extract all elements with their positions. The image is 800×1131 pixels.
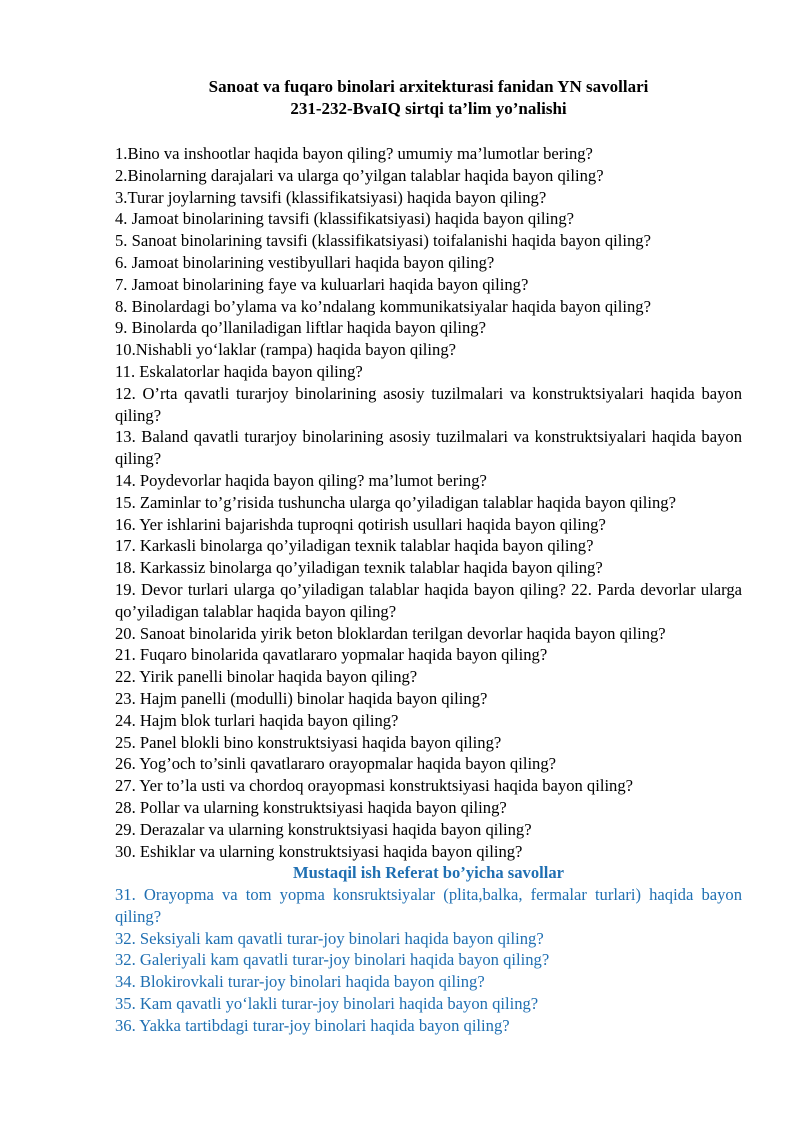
question-item: 5. Sanoat binolarining tavsifi (klassifikatsiyasi) toifalanishi haqida bayon qiling? [115, 231, 651, 251]
question-item: 17. Karkasli binolarga qo’yiladigan texnik talablar haqida bayon qiling? [115, 536, 594, 556]
question-item: 14. Poydevorlar haqida bayon qiling? ma’lumot bering? [115, 470, 487, 490]
referat-question-item: 31. Orayopma va tom yopma konsruktsiyalar (plita,balka, fermalar turlari) haqida bayon qiling? [115, 885, 742, 926]
referat-question-item: 35. Kam qavatli yo‘lakli turar-joy binolari haqida bayon qiling? [115, 994, 539, 1014]
section-heading: Mustaqil ish Referat bo’yicha savollar [292, 863, 565, 883]
question-item: 15. Zaminlar to’g’risida tushuncha ularga qo’yiladigan talablar haqida bayon qiling? [115, 492, 676, 512]
question-item: 18. Karkassiz binolarga qo’yiladigan texnik talablar haqida bayon qiling? [115, 558, 603, 578]
question-item: 9. Binolarda qo’llaniladigan liftlar haqida bayon qiling? [115, 318, 486, 338]
referat-question-item: 36. Yakka tartibdagi turar-joy binolari haqida bayon qiling? [115, 1015, 510, 1035]
question-list [115, 143, 742, 1037]
question-item: 11. Eskalatorlar haqida bayon qiling? [115, 361, 363, 381]
referat-question-item: 32. Galeriyali kam qavatli turar-joy binolari haqida bayon qiling? [115, 950, 550, 970]
question-item: 24. Hajm blok turlari haqida bayon qiling? [115, 710, 399, 730]
question-item: 3.Turar joylarning tavsifi (klassifikatsiyasi) haqida bayon qiling? [115, 187, 547, 207]
question-item: 22. Yirik panelli binolar haqida bayon qiling? [115, 667, 418, 687]
question-item: 23. Hajm panelli (modulli) binolar haqida bayon qiling? [115, 688, 488, 708]
question-item: 27. Yer to’la usti va chordoq orayopmasi konstruktsiyasi haqida bayon qiling? [115, 776, 634, 796]
question-item: 28. Pollar va ularning konstruktsiyasi haqida bayon qiling? [115, 797, 507, 817]
question-item: 21. Fuqaro binolarida qavatlararo yopmalar haqida bayon qiling? [115, 645, 548, 665]
question-item: 26. Yog’och to’sinli qavatlararo orayopmalar haqida bayon qiling? [115, 754, 557, 774]
question-item: 29. Derazalar va ularning konstruktsiyasi haqida bayon qiling? [115, 819, 532, 839]
document-title: Sanoat va fuqaro binolari arxitekturasi fanidan YN savollari [208, 77, 649, 96]
question-item: 25. Panel blokli bino konstruktsiyasi haqida bayon qiling? [115, 732, 502, 752]
question-item: 1.Bino va inshootlar haqida bayon qiling? umumiy ma’lumotlar bering? [115, 144, 593, 163]
question-item: 7. Jamoat binolarining faye va kuluarlari haqida bayon qiling? [115, 274, 529, 294]
referat-question-item: 32. Seksiyali kam qavatli turar-joy binolari haqida bayon qiling? [115, 928, 544, 948]
question-item: 6. Jamoat binolarining vestibyullari haqida bayon qiling? [115, 252, 495, 272]
question-item: 13. Baland qavatli turarjoy binolarining asosiy tuzilmalari va konstruktsiyalari haqida bayon qiling? [115, 427, 742, 469]
question-item: 12. O’rta qavatli turarjoy binolarining asosiy tuzilmalari va konstruktsiyalari haqida bayon qiling? [115, 383, 742, 425]
question-item: 8. Binolardagi bo’ylama va ko’ndalang kommunikatsiyalar haqida bayon qiling? [115, 296, 651, 316]
document-subtitle: 231-232-BvaIQ sirtqi ta’lim yo’nalishi [290, 99, 567, 118]
question-item: 10.Nishabli yo‘laklar (rampa) haqida bayon qiling? [115, 340, 456, 360]
referat-question-item: 34. Blokirovkali turar-joy binolari haqida bayon qiling? [115, 972, 485, 992]
question-item: 4. Jamoat binolarining tavsifi (klassifikatsiyasi) haqida bayon qiling? [115, 209, 575, 229]
question-item: 16. Yer ishlarini bajarishda tuproqni qotirish usullari haqida bayon qiling? [115, 514, 606, 534]
question-item: 19. Devor turlari ularga qo’yiladigan talablar haqida bayon qiling? 22. Parda devorlar ularga qo’yiladigan talablar haqida bayon qiling? [115, 579, 742, 621]
question-item: 30. Eshiklar va ularning konstruktsiyasi haqida bayon qiling? [115, 841, 523, 861]
document-page [115, 76, 742, 1037]
question-item: 2.Binolarning darajalari va ularga qo’yilgan talablar haqida bayon qiling? [115, 165, 604, 185]
question-item: 20. Sanoat binolarida yirik beton bloklardan terilgan devorlar haqida bayon qiling? [115, 623, 666, 643]
